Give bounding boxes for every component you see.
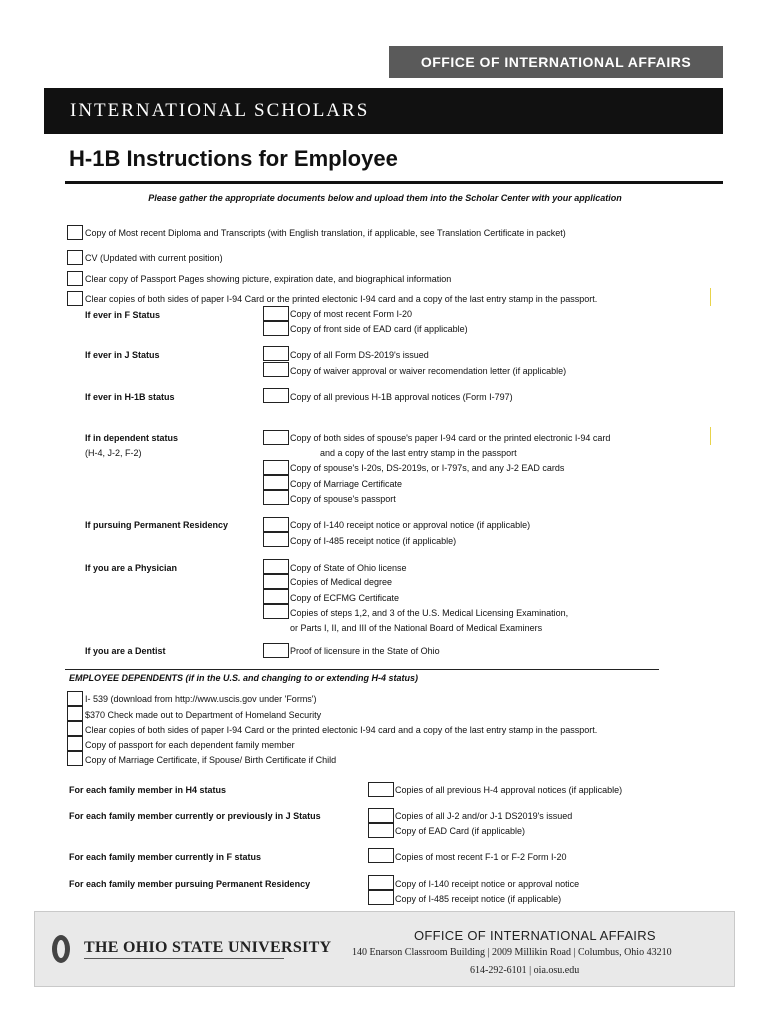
item-dep-passport: Copy of spouse's passport bbox=[290, 494, 396, 504]
label-family-f: For each family member currently in F status bbox=[69, 852, 262, 862]
item-h1b-notices: Copy of all previous H-1B approval notices (Form I-797) bbox=[290, 392, 513, 402]
item-j-ds2019: Copy of all Form DS-2019's issued bbox=[290, 350, 429, 360]
label-dependent-status: If in dependent status bbox=[85, 433, 179, 443]
label-family-j: For each family member currently or previously in J Status bbox=[69, 811, 321, 821]
checkbox-family-i485[interactable] bbox=[368, 890, 394, 905]
item-family-i485: Copy of I-485 receipt notice (if applicable) bbox=[395, 894, 562, 904]
title-divider bbox=[65, 181, 723, 184]
checkbox-dentist-license[interactable] bbox=[263, 643, 289, 658]
footer-office-name: OFFICE OF INTERNATIONAL AFFAIRS bbox=[414, 928, 656, 943]
dependents-divider bbox=[65, 669, 659, 670]
item-dep-i94-copies: Clear copies of both sides of paper I-94 Card or the printed electonic I-94 card and a copy of the last entry stamp in the passport. bbox=[85, 725, 598, 735]
checkbox-dep-passport[interactable] bbox=[263, 490, 289, 505]
item-dep-i94-cont: and a copy of the last entry stamp in the passport bbox=[320, 448, 517, 458]
checkbox-passport[interactable] bbox=[67, 271, 83, 286]
item-f-i20: Copy of most recent Form I-20 bbox=[290, 309, 413, 319]
office-banner: OFFICE OF INTERNATIONAL AFFAIRS bbox=[389, 46, 723, 78]
checkbox-family-f[interactable] bbox=[368, 848, 394, 863]
checkbox-perm-i140[interactable] bbox=[263, 517, 289, 532]
highlight-mark bbox=[710, 427, 711, 445]
checkbox-family-i140[interactable] bbox=[368, 875, 394, 890]
checkbox-family-j-ead[interactable] bbox=[368, 823, 394, 838]
item-passport: Clear copy of Passport Pages showing picture, expiration date, and biographical information bbox=[85, 274, 452, 284]
checkbox-dep-i94[interactable] bbox=[263, 430, 289, 445]
checkbox-perm-i485[interactable] bbox=[263, 532, 289, 547]
item-j-waiver: Copy of waiver approval or waiver recomendation letter (if applicable) bbox=[290, 366, 567, 376]
item-phys-nbme: or Parts I, II, and III of the National Board of Medical Examiners bbox=[290, 623, 543, 633]
checkbox-dep-family-passport[interactable] bbox=[67, 736, 83, 751]
checkbox-dep-marriage[interactable] bbox=[263, 475, 289, 490]
checkbox-family-h4[interactable] bbox=[368, 782, 394, 797]
checkbox-j-ds2019[interactable] bbox=[263, 346, 289, 361]
item-perm-i140: Copy of I-140 receipt notice or approval notice (if applicable) bbox=[290, 520, 531, 530]
checkbox-family-j-ds2019[interactable] bbox=[368, 808, 394, 823]
item-dentist-license: Proof of licensure in the State of Ohio bbox=[290, 646, 440, 656]
checkbox-dep-i94-copies[interactable] bbox=[67, 721, 83, 736]
item-phys-usmle: Copies of steps 1,2, and 3 of the U.S. Medical Licensing Examination, bbox=[290, 608, 569, 618]
item-family-f: Copies of most recent F-1 or F-2 Form I-20 bbox=[395, 852, 567, 862]
checkbox-dep-forms[interactable] bbox=[263, 460, 289, 475]
item-perm-i485: Copy of I-485 receipt notice (if applicable) bbox=[290, 536, 457, 546]
checkbox-dep-check[interactable] bbox=[67, 706, 83, 721]
label-f-status: If ever in F Status bbox=[85, 310, 161, 320]
university-underline bbox=[84, 958, 284, 959]
item-dep-forms: Copy of spouse's I-20s, DS-2019s, or I-797s, and any J-2 EAD cards bbox=[290, 463, 565, 473]
item-family-j-ds2019: Copies of all J-2 and/or J-1 DS2019's issued bbox=[395, 811, 573, 821]
item-diploma: Copy of Most recent Diploma and Transcripts (with English translation, if applicable, see Translation Certificate in packet) bbox=[85, 228, 566, 238]
item-cv: CV (Updated with current position) bbox=[85, 253, 223, 263]
item-dep-family-passport: Copy of passport for each dependent family member bbox=[85, 740, 295, 750]
item-dep-certificate: Copy of Marriage Certificate, if Spouse/ Birth Certificate if Child bbox=[85, 755, 337, 765]
checkbox-h1b-notices[interactable] bbox=[263, 388, 289, 403]
checkbox-phys-license[interactable] bbox=[263, 559, 289, 574]
item-dep-i539: I- 539 (download from http://www.uscis.gov under 'Forms') bbox=[85, 694, 317, 704]
item-dep-check: $370 Check made out to Department of Homeland Security bbox=[85, 710, 322, 720]
label-dentist: If you are a Dentist bbox=[85, 646, 166, 656]
page-title: H-1B Instructions for Employee bbox=[69, 146, 398, 171]
item-phys-ecfmg: Copy of ECFMG Certificate bbox=[290, 593, 400, 603]
item-family-j-ead: Copy of EAD Card (if applicable) bbox=[395, 826, 526, 836]
checkbox-f-i20[interactable] bbox=[263, 306, 289, 321]
label-permanent: If pursuing Permanent Residency bbox=[85, 520, 229, 530]
highlight-mark bbox=[710, 288, 711, 306]
checkbox-f-ead[interactable] bbox=[263, 321, 289, 336]
osu-logo-icon bbox=[52, 935, 70, 963]
item-dep-marriage: Copy of Marriage Certificate bbox=[290, 479, 403, 489]
checkbox-phys-usmle[interactable] bbox=[263, 604, 289, 619]
item-family-i140: Copy of I-140 receipt notice or approval notice bbox=[395, 879, 580, 889]
checkbox-j-waiver[interactable] bbox=[263, 362, 289, 377]
item-dep-i94: Copy of both sides of spouse's paper I-94 card or the printed electronic I-94 card bbox=[290, 433, 611, 443]
footer-address: 140 Enarson Classroom Building | 2009 Millikin Road | Columbus, Ohio 43210 bbox=[352, 947, 672, 958]
checkbox-dep-certificate[interactable] bbox=[67, 751, 83, 766]
checkbox-phys-degree[interactable] bbox=[263, 574, 289, 589]
intro-text: Please gather the appropriate documents below and upload them into the Scholar Center with your application bbox=[148, 193, 622, 203]
item-phys-degree: Copies of Medical degree bbox=[290, 577, 393, 587]
checkbox-dep-i539[interactable] bbox=[67, 691, 83, 706]
label-dependent-sub: (H-4, J-2, F-2) bbox=[85, 448, 142, 458]
label-physician: If you are a Physician bbox=[85, 563, 178, 573]
item-f-ead: Copy of front side of EAD card (if applicable) bbox=[290, 324, 468, 334]
label-h1b-status: If ever in H-1B status bbox=[85, 392, 175, 402]
item-i94: Clear copies of both sides of paper I-94 Card or the printed electonic I-94 card and a copy of the last entry stamp in the passport. bbox=[85, 294, 598, 304]
item-phys-license: Copy of State of Ohio license bbox=[290, 563, 407, 573]
label-family-h4: For each family member in H4 status bbox=[69, 785, 227, 795]
checkbox-diploma[interactable] bbox=[67, 225, 83, 240]
label-j-status: If ever in J Status bbox=[85, 350, 160, 360]
item-family-h4: Copies of all previous H-4 approval notices (if applicable) bbox=[395, 785, 623, 795]
checkbox-i94[interactable] bbox=[67, 291, 83, 306]
dependents-heading: EMPLOYEE DEPENDENTS (if in the U.S. and changing to or extending H-4 status) bbox=[69, 673, 419, 683]
checkbox-cv[interactable] bbox=[67, 250, 83, 265]
label-family-permanent: For each family member pursuing Permanent Residency bbox=[69, 879, 311, 889]
university-name: THE OHIO STATE UNIVERSITY bbox=[84, 939, 332, 956]
section-bar: INTERNATIONAL SCHOLARS bbox=[44, 88, 723, 134]
footer-contact: 614-292-6101 | oia.osu.edu bbox=[470, 965, 580, 976]
checkbox-phys-ecfmg[interactable] bbox=[263, 589, 289, 604]
